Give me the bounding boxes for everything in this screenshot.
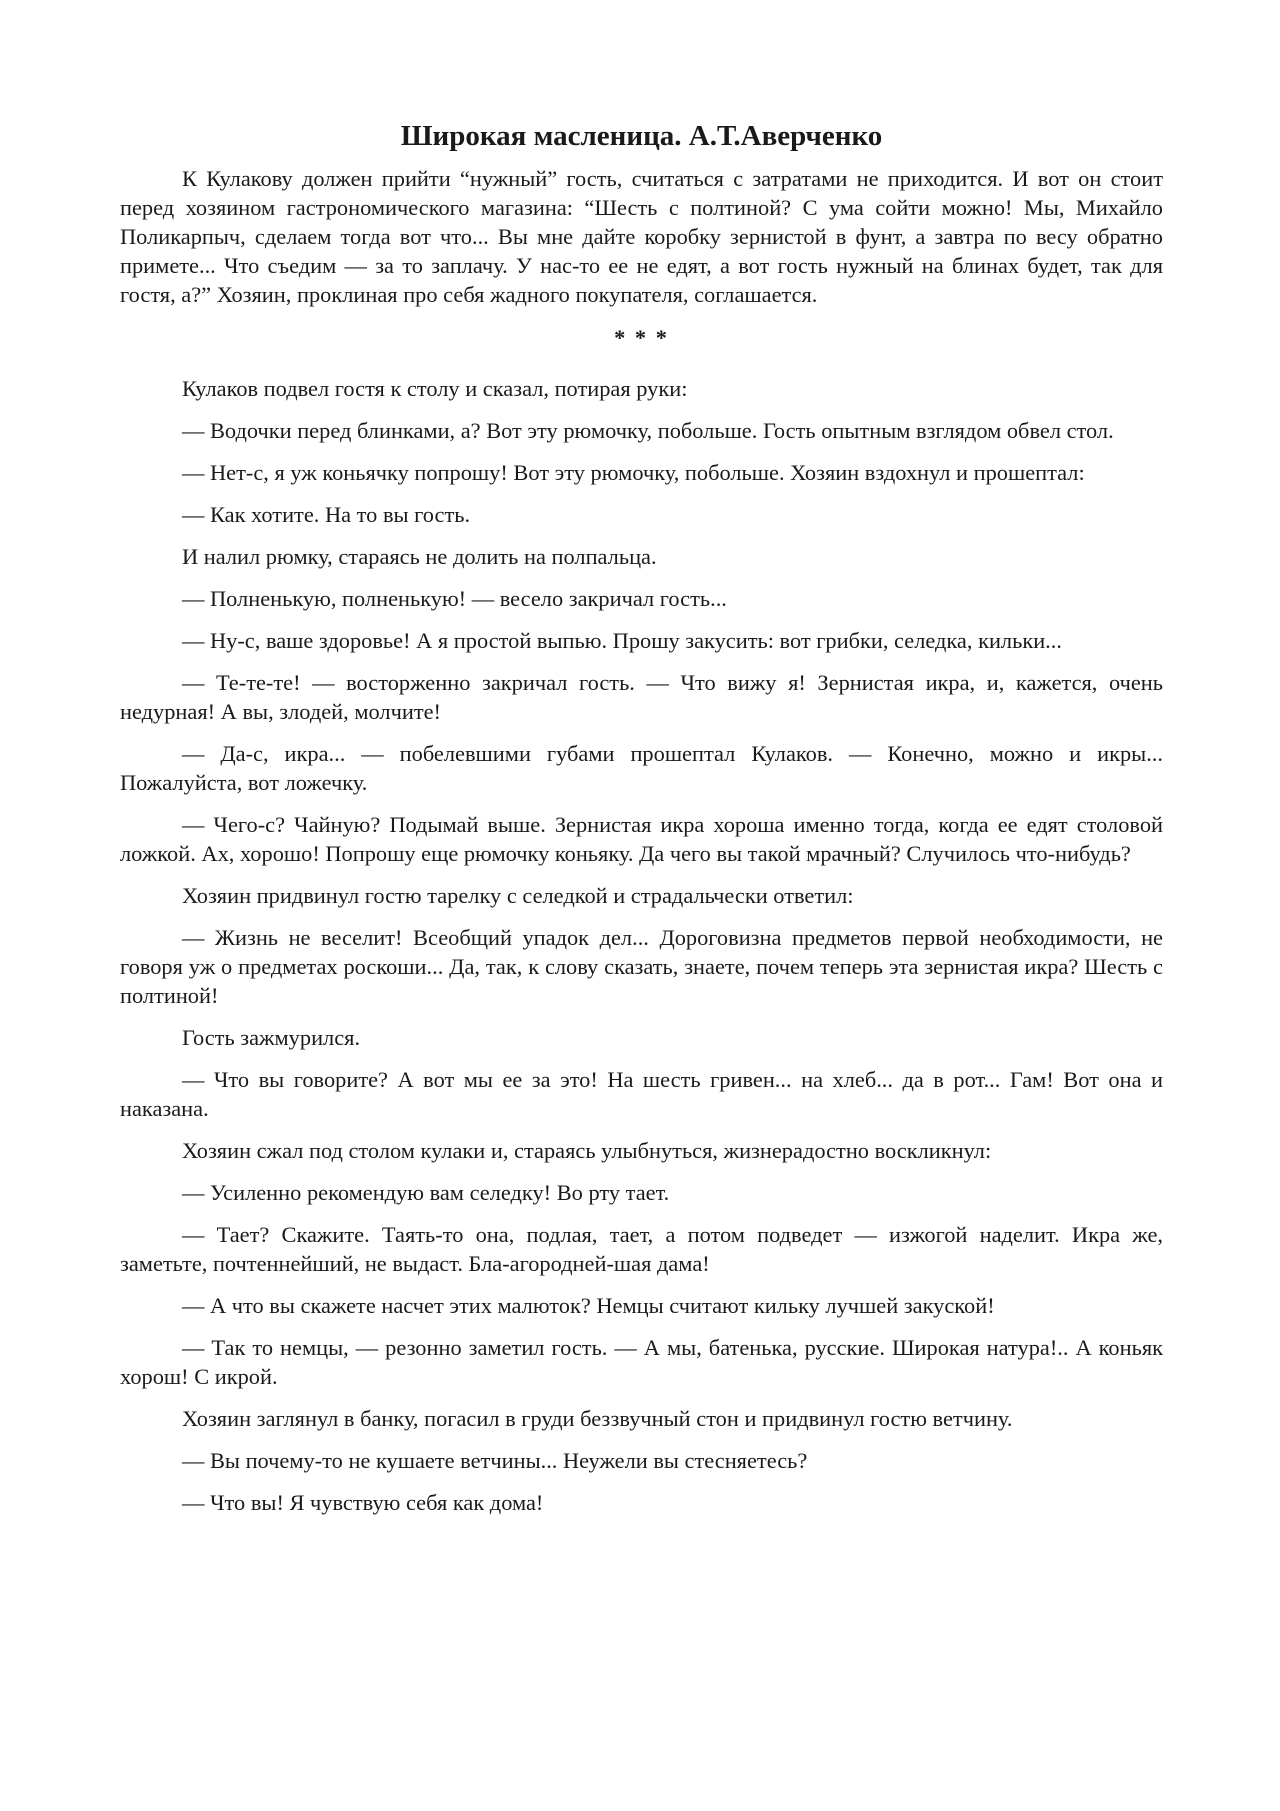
paragraph: — Те-те-те! — восторженно закричал гость. — Что вижу я! Зернистая икра, и, кажется, очень недурная! А вы, злодей, молчите! [120, 670, 1163, 724]
paragraph: — Что вы говорите? А вот мы ее за это! На шесть гривен... на хлеб... да в рот... Гам! Вот она и наказана. [120, 1067, 1163, 1121]
document-title: Широкая масленица. А.Т.Аверченко [400, 120, 883, 152]
paragraph: — Жизнь не веселит! Всеобщий упадок дел... Дороговизна предметов первой необходимости, не говоря уж о предметах роскоши... Да, так, к слову сказать, знаете, почем теперь эта зернистая икра? Шесть с полтиной! [120, 925, 1163, 1008]
section-separator: * * * [614, 325, 669, 350]
paragraph: — Что вы! Я чувствую себя как дома! [182, 1490, 544, 1515]
paragraph: — Водочки перед блинками, а? Вот эту рюмочку, побольше. Гость опытным взглядом обвел стол. [182, 418, 1114, 443]
paragraph: Гость зажмурился. [182, 1025, 361, 1050]
paragraph: — Да-с, икра... — побелевшими губами прошептал Кулаков. — Конечно, можно и икры... Пожалуйста, вот ложечку. [120, 741, 1163, 795]
paragraph: Хозяин заглянул в банку, погасил в груди беззвучный стон и придвинул гостю ветчину. [182, 1406, 1013, 1431]
paragraph: — Так то немцы, — резонно заметил гость. — А мы, батенька, русские. Широкая натура!.. А коньяк хорош! С икрой. [120, 1335, 1163, 1389]
paragraph: И налил рюмку, стараясь не долить на полпальца. [182, 544, 657, 569]
story-body [120, 374, 1163, 1517]
paragraph: Хозяин придвинул гостю тарелку с селедкой и страдальчески ответил: [182, 883, 854, 908]
paragraph: — Тает? Скажите. Таять-то она, подлая, тает, а потом подведет — изжогой наделит. Икра же, заметьте, почтеннейший, не выдаст. Бла-агородней-шая дама! [120, 1222, 1163, 1276]
paragraph: — Ну-с, ваше здоровье! А я простой выпью. Прошу закусить: вот грибки, селедка, кильки... [182, 628, 1062, 653]
paragraph: — Чего-с? Чайную? Подымай выше. Зернистая икра хороша именно тогда, когда ее едят столовой ложкой. Ах, хорошо! Попрошу еще рюмочку коньяку. Да чего вы такой мрачный? Случилось что-нибудь? [120, 812, 1163, 866]
paragraph: Хозяин сжал под столом кулаки и, стараясь улыбнуться, жизнерадостно воскликнул: [182, 1138, 992, 1163]
document-page [120, 118, 1163, 1530]
intro-paragraph: К Кулакову должен прийти “нужный” гость, считаться с затратами не приходится. И вот он стоит перед хозяином гастрономического магазина: “Шесть с полтиной? С ума сойти можно! Мы, Михайло Поликарпыч, сделаем тогда вот что... Вы мне дайте коробку зернистой в фунт, а завтра по весу обратно примете... Что съедим — за то заплачу. У нас-то ее не едят, а вот гость нужный на блинах будет, так для гостя, а?” Хозяин, проклиная про себя жадного покупателя, соглашается. [120, 166, 1163, 307]
paragraph: — Полненькую, полненькую! — весело закричал гость... [182, 586, 727, 611]
paragraph: — Нет-с, я уж коньячку попрошу! Вот эту рюмочку, побольше. Хозяин вздохнул и прошептал: [182, 460, 1085, 485]
paragraph: Кулаков подвел гостя к столу и сказал, потирая руки: [182, 376, 688, 401]
paragraph: — А что вы скажете насчет этих малюток? Немцы считают кильку лучшей закуской! [182, 1293, 995, 1318]
paragraph: — Вы почему-то не кушаете ветчины... Неужели вы стесняетесь? [182, 1448, 808, 1473]
paragraph: — Усиленно рекомендую вам селедку! Во рту тает. [182, 1180, 670, 1205]
paragraph: — Как хотите. На то вы гость. [182, 502, 471, 527]
